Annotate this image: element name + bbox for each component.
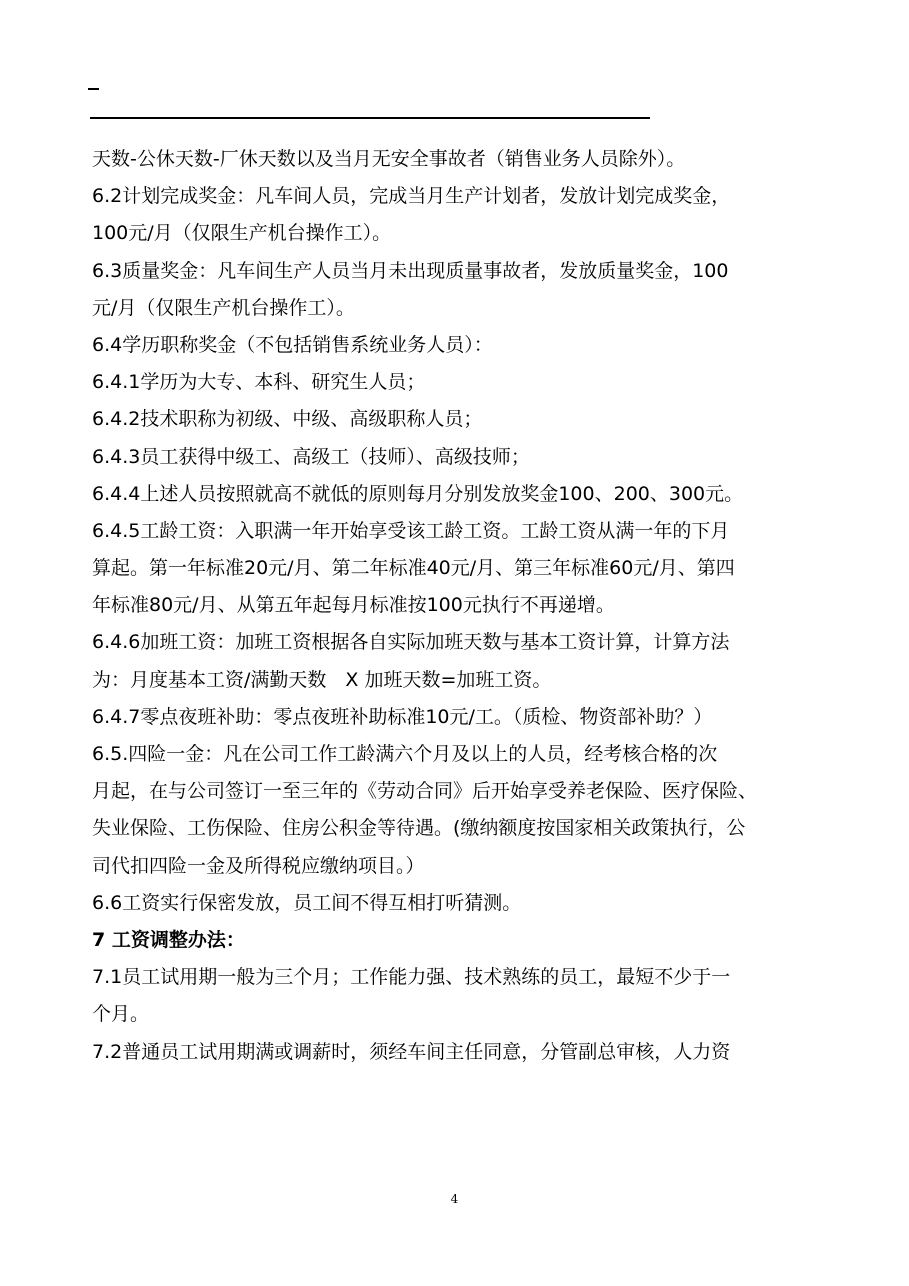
text-line: 100元/月（仅限生产机台操作工）。	[92, 222, 392, 245]
text-line: 7.2普通员工试用期满或调薪时，须经车间主任同意，分管副总审核，人力资	[92, 1040, 731, 1063]
text-line: 失业保险、工伤保险、住房公积金等待遇。(缴纳额度按国家相关政策执行，公	[92, 817, 746, 840]
text-line: 司代扣四险一金及所得税应缴纳项目。）	[92, 854, 425, 877]
text-line: 6.4.1学历为大专、本科、研究生人员；	[92, 371, 426, 394]
text-line: 6.4学历职称奖金（不包括销售系统业务人员）：	[92, 333, 493, 356]
section-heading: 7 工资调整办法：	[92, 928, 245, 951]
text-line: 6.4.4上述人员按照就高不就低的原则每月分别发放奖金100、200、300元。	[92, 482, 744, 505]
text-line: 6.4.5工龄工资：入职满一年开始享受该工龄工资。工龄工资从满一年的下月	[92, 519, 730, 542]
text-line: 6.3质量奖金：凡车间生产人员当月未出现质量事故者，发放质量奖金，100	[92, 259, 729, 282]
header-mark	[88, 88, 99, 90]
text-line: 6.5.四险一金：凡在公司工作工龄满六个月及以上的人员，经考核合格的次	[92, 743, 718, 765]
text-line: 6.2计划完成奖金：凡车间人员，完成当月生产计划者，发放计划完成奖金，	[92, 185, 731, 208]
text-line: 6.4.6加班工资：加班工资根据各自实际加班天数与基本工资计算，计算方法	[92, 631, 730, 654]
text-line: 6.4.2技术职称为初级、中级、高级职称人员；	[92, 408, 483, 431]
header-rule	[90, 117, 650, 119]
text-line: 6.6工资实行保密发放，员工间不得互相打听猜测。	[92, 891, 522, 914]
text-line: 年标准80元/月、从第五年起每月标准按100元执行不再递增。	[92, 594, 615, 617]
page-number: 4	[450, 1192, 459, 1206]
text-line: 元/月（仅限生产机台操作工）。	[92, 296, 355, 319]
text-line: 个月。	[92, 1003, 150, 1026]
text-line: 算起。第一年标准20元/月、第二年标准40元/月、第三年标准60元/月、第四	[92, 557, 735, 580]
text-line: 6.4.7零点夜班补助：零点夜班补助标准10元/工。（质检、物资部补助？）	[92, 705, 713, 728]
document-body	[92, 141, 827, 1071]
text-line: 7.1员工试用期一般为三个月；工作能力强、技术熟练的员工，最短不少于一	[92, 966, 731, 989]
text-line: 天数-公休天数-厂休天数以及当月无安全事故者（销售业务人员除外）。	[92, 148, 686, 170]
text-line: 6.4.3员工获得中级工、高级工（技师）、高级技师；	[92, 445, 530, 468]
text-line: 月起，在与公司签订一至三年的《劳动合同》后开始享受养老保险、医疗保险、	[92, 780, 758, 803]
text-line: 为：月度基本工资/满勤天数 X 加班天数=加班工资。	[92, 668, 552, 691]
